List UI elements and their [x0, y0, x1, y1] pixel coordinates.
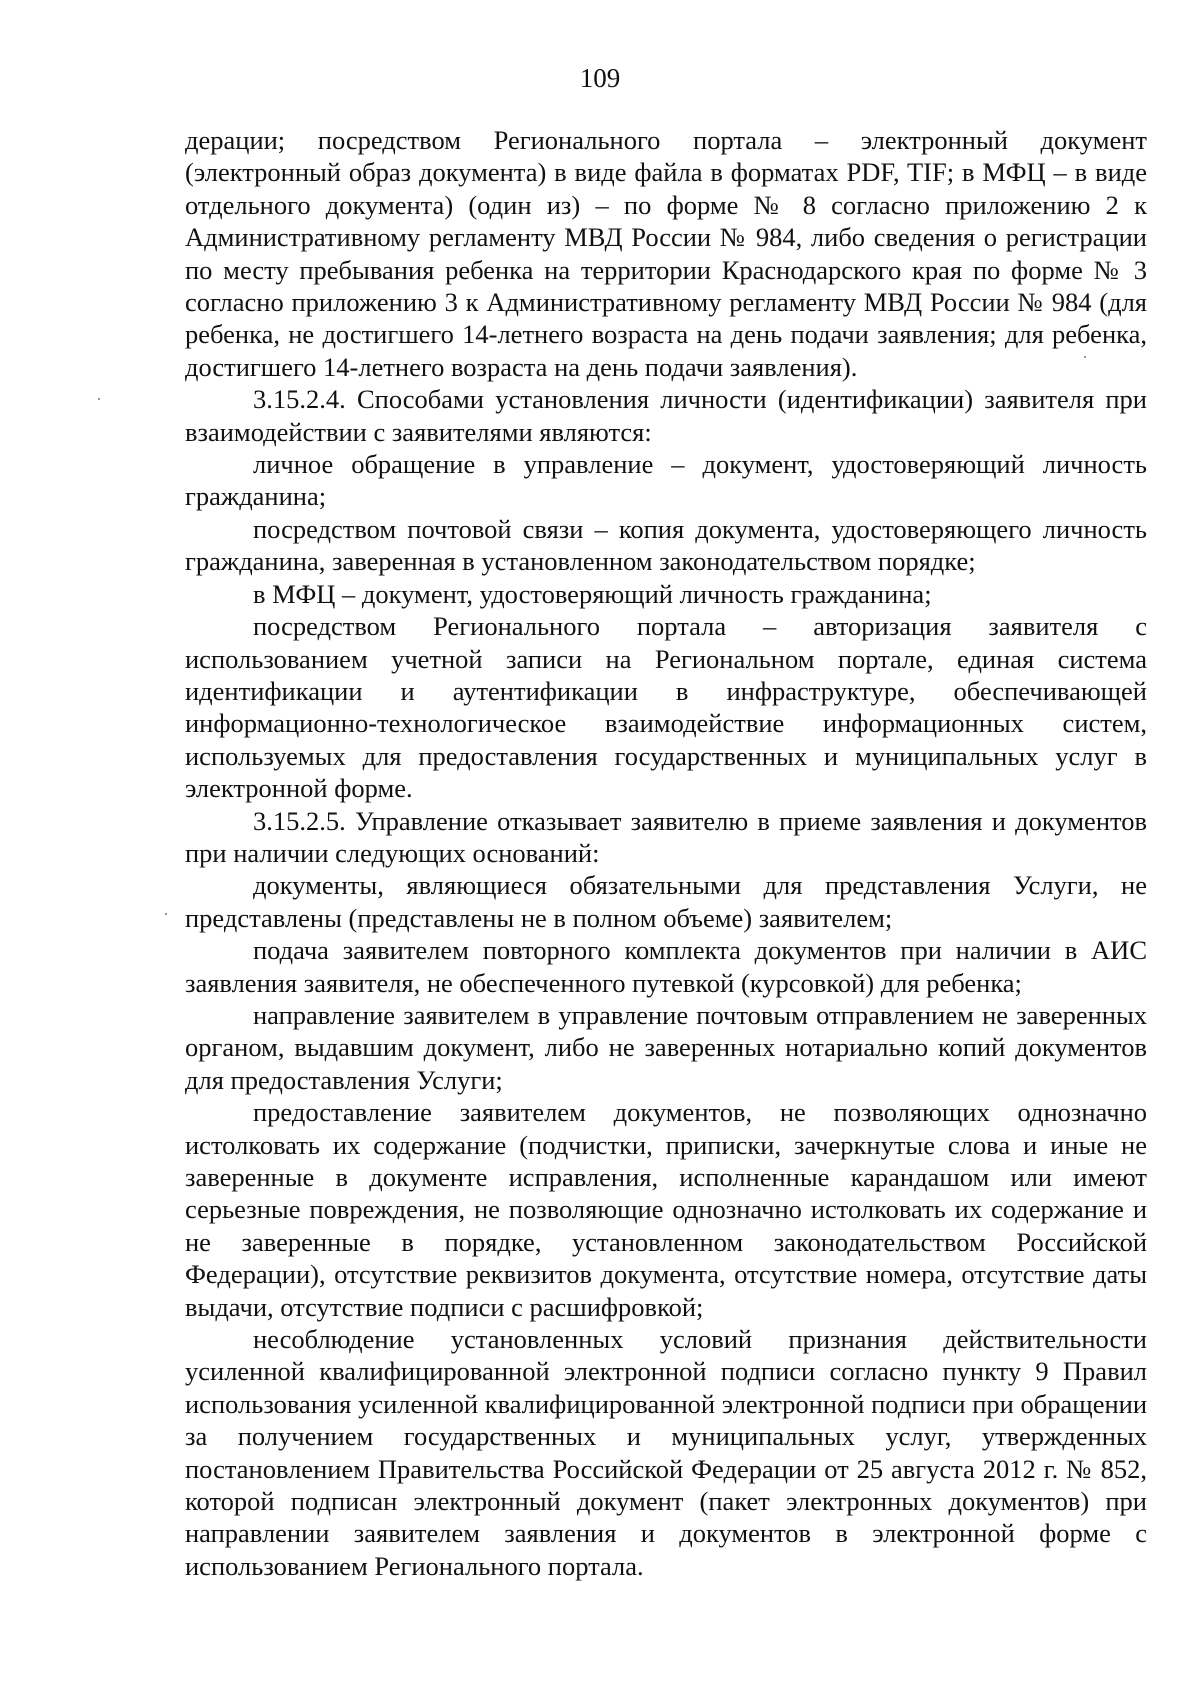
scan-speck [165, 913, 167, 915]
paragraph: посредством Регионального портала – авторизация заявителя с использованием учетной записи на Региональном портале, единая система идентификации и аутентификации в инфраструктуре, обеспечивающей информационно-технологическое взаимодействие информационных систем, используемых для предоставления государственных и муниципальных услуг в электронной форме. [185, 611, 1147, 804]
scan-speck [98, 398, 100, 400]
paragraph: в МФЦ – документ, удостоверяющий личность гражданина; [253, 578, 932, 609]
paragraph: предоставление заявителем документов, не позволяющих однозначно истолковать их содержание (подчистки, приписки, зачеркнутые слова и иные не заверенные в документе исправления, исполненные карандашом или имеют серьезные повреждения, не позволяющие однозначно истолковать их содержание и не заверенные в порядке, установленном законодательством Российской Федерации), отсутствие реквизитов документа, отсутствие номера, отсутствие даты выдачи, отсутствие подписи с расшифровкой; [185, 1097, 1147, 1322]
paragraph: 3.15.2.4. Способами установления личности (идентификации) заявителя при взаимодействии с заявителями являются: [185, 384, 1147, 447]
paragraph: посредством почтовой связи – копия документа, удостоверяющего личность гражданина, заверенная в установленном законодательством порядке; [185, 513, 1147, 577]
paragraph: подача заявителем повторного комплекта документов при наличии в АИС заявления заявителя, не обеспеченного путевкой (курсовкой) для ребенка; [185, 935, 1147, 998]
document-body [185, 124, 1147, 1582]
page-number: 109 [579, 63, 621, 93]
scan-speck [1084, 356, 1086, 358]
paragraph: несоблюдение установленных условий признания действительности усиленной квалифицированной электронной подписи согласно пункту 9 Правил использования усиленной квалифицированной электронной подписи при обращении за получением государственных и муниципальных услуг, утвержденных постановлением Правительства Российской Федерации от 25 августа 2012 г. № 852, которой подписан электронный документ (пакет электронных документов) при направлении заявителем заявления и документов в электронной форме с использованием Регионального портала. [185, 1324, 1147, 1581]
paragraph: 3.15.2.5. Управление отказывает заявителю в приеме заявления и документов при наличии следующих оснований: [185, 805, 1147, 868]
paragraph: дерации; посредством Регионального портала – электронный документ (электронный образ документа) в виде файла в форматах PDF, TIF; в МФЦ – в виде отдельного документа) (один из) – по форме № 8 согласно приложению 2 к Административному регламенту МВД России № 984, либо сведения о регистрации по месту пребывания ребенка на территории Краснодарского края по форме № 3 согласно приложению 3 к Административному регламенту МВД России № 984 (для ребенка, не достигшего 14-летнего возраста на день подачи заявления; для ребенка, достигшего 14-летнего возраста на день подачи заявления). [185, 125, 1147, 382]
paragraph: документы, являющиеся обязательными для представления Услуги, не представлены (представлены не в полном объеме) заявителем; [185, 870, 1147, 933]
paragraph: направление заявителем в управление почтовым отправлением не заверенных органом, выдавшим документ, либо не заверенных нотариально копий документов для предоставления Услуги; [185, 999, 1147, 1095]
paragraph: личное обращение в управление – документ, удостоверяющий личность гражданина; [185, 449, 1147, 512]
